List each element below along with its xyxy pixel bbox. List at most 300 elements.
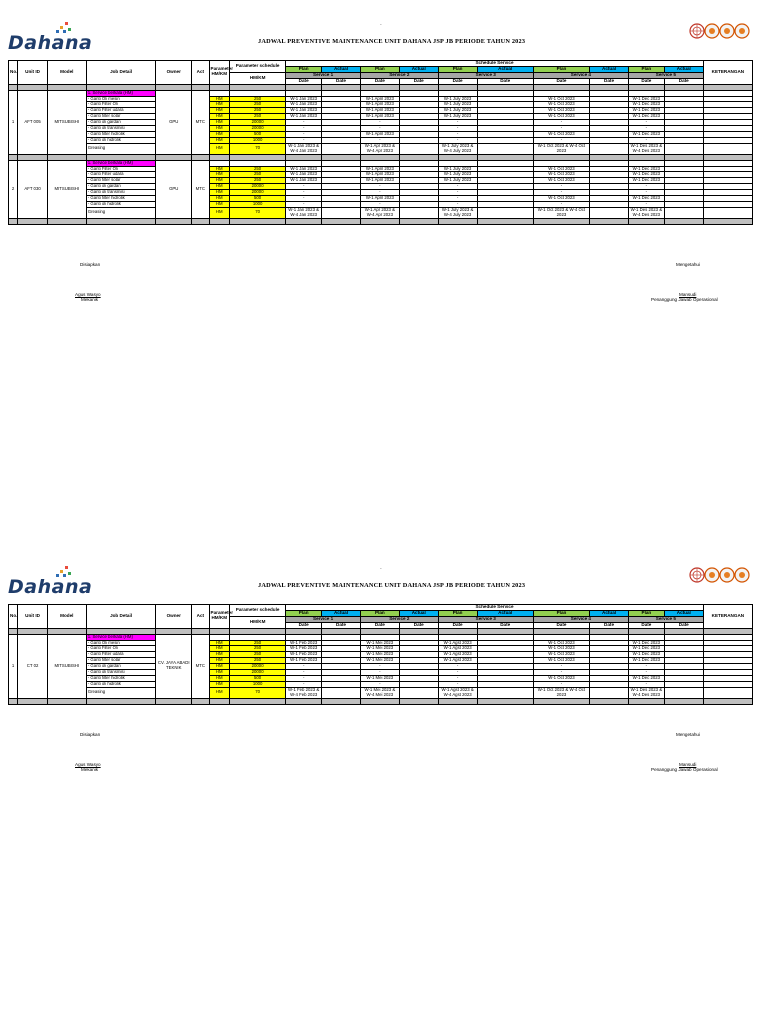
parameter-cell: HM [209,196,229,202]
unit-act: MTC [192,90,209,154]
date-header: Date [438,78,477,84]
keterangan-header: KETERANGAN [703,61,752,85]
logo-text: Dahana [8,576,93,598]
parameter-header: Parameter HM/KM [209,605,229,629]
plan-date: W-1 Dec 2023 [628,166,664,172]
plan-date: W-1 Feb 2023 [286,646,322,652]
plan-date: - [438,126,477,132]
parameter-cell: HM [209,640,229,646]
plan-date: W-1 Dec 2023 [628,131,664,137]
plan-date: - [438,120,477,126]
plan-date: - [628,201,664,207]
plan-date: W-1 Apr 2023 & W-4 Apr 2023 [360,143,399,154]
date-header: Date [477,78,533,84]
no-header: No. [9,61,18,85]
separator-cell [703,698,752,704]
plan-date: W-1 Oct 2023 [533,172,589,178]
dahana-logo [8,20,93,58]
actual-date [477,143,533,154]
job-detail: - Ganti oli hidrolik [86,201,156,207]
plan-header: Plan [438,66,477,72]
plan-date: W-1 Oct 2023 [533,640,589,646]
job-detail: - Ganti oli hidrolik [86,681,156,687]
plan-date: W-1 Oct 2023 [533,652,589,658]
schedule-page-1 [8,18,753,225]
actual-date [664,687,703,698]
hmkm-cell: 1000 [229,201,285,207]
parameter-cell: HM [209,681,229,687]
hmkm-cell: 1000 [229,137,285,143]
plan-header: Plan [628,66,664,72]
separator-cell [47,218,86,224]
separator-cell [533,218,589,224]
plan-date: W-1 Agst 2023 [438,658,477,664]
job-detail: - Ganti oli hidrolik [86,137,156,143]
plan-date: - [286,670,322,676]
plan-date: - [286,196,322,202]
actual-header: Actual [664,66,703,72]
parameter-cell: HM [209,646,229,652]
plan-date: W-1 Jan 2023 [286,108,322,114]
separator-cell [438,698,477,704]
actual-date [399,143,438,154]
date-header: Date [286,78,322,84]
prepared-label: Disiapkan [80,732,101,737]
job-detail: - Ganti Filter Oli [86,166,156,172]
plan-date: W-1 Oct 2023 & W-4 Oct 2023 [533,687,589,698]
plan-date: W-1 Des 2023 & W-4 Des 2023 [628,687,664,698]
service-header: Service 3 [438,72,533,78]
job-detail: - Ganti Filter udara [86,652,156,658]
date-header: Date [664,622,703,628]
document-title: JADWAL PREVENTIVE MAINTENANCE UNIT DAHANA JSP JB PERIODE TAHUN 2023 [258,38,526,45]
job-detail: - Ganti filter hidrolik [86,131,156,137]
job-detail: - Ganti oli gardan [86,664,156,670]
plan-date: W-1 July 2023 [438,102,477,108]
owner-header: Owner [156,61,192,85]
plan-date: - [286,126,322,132]
plan-date: W-1 Oct 2023 [533,114,589,120]
actual-date [590,143,629,154]
hmkm-header: HM/KM [229,72,285,84]
plan-date: - [360,190,399,196]
parameter-cell: HM [209,102,229,108]
plan-date: - [286,664,322,670]
plan-date: W-1 Des 2023 & W-4 Des 2023 [628,207,664,218]
parameter-cell: HM [209,201,229,207]
plan-date: W-1 Oct 2023 [533,196,589,202]
act-header: Act [192,605,209,629]
separator-cell [192,698,209,704]
actual-header: Actual [322,66,361,72]
hmkm-cell: 250 [229,646,285,652]
parameter-cell: HM [209,675,229,681]
plan-date: W-1 Oct 2023 [533,96,589,102]
service-header: Service 4 [533,72,628,78]
job-detail: - Ganti Filter Oli [86,646,156,652]
plan-header: Plan [438,610,477,616]
hmkm-cell: 250 [229,652,285,658]
separator-cell [9,698,18,704]
separator-cell [360,698,399,704]
schedule-service-header: Schedule Service [286,61,704,67]
plan-date: W-1 Oct 2023 [533,131,589,137]
plan-date: - [286,184,322,190]
page-header [8,18,753,60]
parameter-cell: HM [209,137,229,143]
plan-header: Plan [533,610,589,616]
plan-date: - [533,126,589,132]
unit-id: CT 02 [18,634,48,698]
plan-date: W-1 Jan 2023 [286,178,322,184]
plan-date: - [533,120,589,126]
separator-cell [628,218,664,224]
actual-header: Actual [477,66,533,72]
separator-cell [47,698,86,704]
separator-cell [590,218,629,224]
actual-header: Actual [477,610,533,616]
job-detail: - Ganti oli transmisi [86,190,156,196]
date-header: Date [322,622,361,628]
plan-date: - [286,137,322,143]
plan-date: W-1 Feb 2023 [286,652,322,658]
plan-date: W-1 Dec 2023 [628,178,664,184]
parameter-cell: HM [209,658,229,664]
plan-date: - [360,184,399,190]
plan-date: W-1 Jan 2023 & W-4 Jan 2023 [286,207,322,218]
act-header: Act [192,61,209,85]
plan-date: W-1 July 2023 [438,96,477,102]
plan-date: - [286,190,322,196]
plan-date: W-1 Agst 2023 [438,652,477,658]
parameter-cell: HM [209,131,229,137]
hmkm-cell: 500 [229,196,285,202]
keterangan-cell [703,143,752,154]
plan-date: W-1 Oct 2023 [533,675,589,681]
separator-cell [477,698,533,704]
unit-owner: GPU [156,90,192,154]
parameter-cell: HM [209,108,229,114]
plan-date: W-1 Apr 2023 & W-4 Apr 2023 [360,207,399,218]
plan-date: - [438,131,477,137]
parameter-schedule-header: Parameter schedule [229,61,285,73]
job-detail: Greasing [86,207,156,218]
separator-cell [664,698,703,704]
acknowledged-name: Mansudi [679,762,697,767]
actual-header: Actual [664,610,703,616]
hmkm-cell: 250 [229,172,285,178]
actual-date [322,687,361,698]
date-header: Date [322,78,361,84]
plan-date: W-1 Dec 2023 [628,102,664,108]
plan-date: W-1 Jan 2023 [286,166,322,172]
plan-date: - [533,190,589,196]
plan-date: W-1 Dec 2023 [628,114,664,120]
parameter-cell: HM [209,96,229,102]
actual-date [477,687,533,698]
service-group-label: 1. Service berkala (HM) [86,90,156,96]
acknowledged-label: Mengetahui [676,262,701,267]
hmkm-cell: 20000 [229,184,285,190]
plan-date: - [533,184,589,190]
actual-date [399,687,438,698]
separator-cell [286,698,322,704]
parameter-cell: HM [209,114,229,120]
plan-date: W-1 July 2023 & W-4 July 2023 [438,207,477,218]
service-header: Service 4 [533,616,628,622]
hmkm-cell: 70 [229,687,285,698]
actual-header: Actual [399,610,438,616]
plan-date: W-1 Jan 2023 [286,172,322,178]
schedule-table [8,60,753,225]
separator-cell [703,218,752,224]
hmkm-cell: 250 [229,640,285,646]
plan-date: W-1 July 2023 & W-4 July 2023 [438,143,477,154]
plan-date: W-1 Jan 2023 [286,102,322,108]
separator-cell [9,218,18,224]
plan-date: - [438,137,477,143]
separator-cell [86,218,156,224]
job-detail-header: Job Detail [86,61,156,85]
plan-date: W-1 April 2023 [360,178,399,184]
plan-date: - [533,681,589,687]
no-header: No. [9,605,18,629]
plan-date: W-1 Dec 2023 [628,640,664,646]
plan-date: W-1 Dec 2023 [628,652,664,658]
plan-date: W-1 Mei 2023 [360,658,399,664]
plan-date: W-1 Dec 2023 [628,675,664,681]
service-header: Service 2 [360,616,438,622]
prepared-name: Agus Wasyo [75,292,101,297]
separator-cell [209,698,229,704]
hmkm-header: HM/KM [229,616,285,628]
plan-date: - [628,670,664,676]
plan-date: W-1 Oct 2023 [533,178,589,184]
hmkm-cell: 20000 [229,120,285,126]
service-header: Service 1 [286,72,361,78]
hmkm-cell: 70 [229,143,285,154]
actual-header: Actual [590,66,629,72]
plan-date: W-1 Mei 2023 [360,646,399,652]
plan-date: - [628,184,664,190]
actual-date [399,207,438,218]
date-header: Date [286,622,322,628]
unit-model: MITSUBISHI [47,160,86,218]
plan-date: W-1 Jan 2023 [286,96,322,102]
plan-header: Plan [628,610,664,616]
actual-date [322,143,361,154]
parameter-cell: HM [209,143,229,154]
date-header: Date [533,78,589,84]
plan-date: - [286,681,322,687]
plan-date: W-1 Des 2023 & W-4 Des 2023 [628,143,664,154]
plan-date: W-1 Dec 2023 [628,658,664,664]
plan-date: W-1 July 2023 [438,172,477,178]
date-header: Date [399,78,438,84]
actual-date [477,207,533,218]
plan-date: W-1 Dec 2023 [628,172,664,178]
unit-number: 1 [9,90,18,154]
job-detail: Greasing [86,687,156,698]
date-header: Date [360,78,399,84]
plan-date: W-1 Jan 2023 & W-4 Jan 2023 [286,143,322,154]
separator-cell [360,218,399,224]
plan-date: W-1 April 2023 [360,96,399,102]
schedule-page-2 [8,562,753,705]
date-header: Date [360,622,399,628]
job-detail: Greasing [86,143,156,154]
plan-date: - [438,201,477,207]
actual-date [590,687,629,698]
plan-date: W-1 April 2023 [360,114,399,120]
separator-cell [590,698,629,704]
prepared-label: Disiapkan [80,262,101,267]
parameter-header: Parameter HM/KM [209,61,229,85]
hmkm-cell: 20000 [229,664,285,670]
plan-date: W-1 July 2023 [438,108,477,114]
unit-number: 1 [9,634,18,698]
job-detail: - Ganti filter solar [86,114,156,120]
date-header: Date [590,78,629,84]
job-detail-header: Job Detail [86,605,156,629]
job-detail: - Ganti oli gardan [86,184,156,190]
plan-date: W-1 Oct 2023 & W-4 Oct 2023 [533,143,589,154]
plan-date: W-1 July 2023 [438,166,477,172]
hmkm-cell: 20000 [229,670,285,676]
service-group-label: 1. Service berkala (HM) [86,160,156,166]
plan-date: W-1 Dec 2023 [628,108,664,114]
parameter-cell: HM [209,166,229,172]
parameter-cell: HM [209,687,229,698]
model-header: Model [47,61,86,85]
unit-id-header: Unit ID [18,605,48,629]
hmkm-cell: 500 [229,131,285,137]
plan-date: - [628,120,664,126]
hmkm-cell: 250 [229,108,285,114]
plan-date: - [438,670,477,676]
plan-date: W-1 Oct 2023 [533,166,589,172]
separator-cell [156,698,192,704]
separator-cell [229,218,285,224]
date-header: Date [399,622,438,628]
separator-cell [664,218,703,224]
plan-date: - [286,675,322,681]
plan-date: W-1 July 2023 [438,114,477,120]
plan-header: Plan [360,610,399,616]
plan-date: W-1 Oct 2023 [533,102,589,108]
plan-date: W-1 April 2023 [360,131,399,137]
table-row [9,207,753,218]
owner-header: Owner [156,605,192,629]
plan-date: W-1 April 2023 [360,108,399,114]
plan-header: Plan [533,66,589,72]
unit-model: MITSUBISHI [47,90,86,154]
plan-date: - [360,126,399,132]
plan-date: W-1 Jan 2023 [286,114,322,120]
acknowledged-label: Mengetahui [676,732,701,737]
table-row [9,143,753,154]
plan-date: W-1 Agst 2023 [438,646,477,652]
hmkm-cell: 250 [229,114,285,120]
plan-date: - [533,670,589,676]
plan-date: W-1 Mei 2023 & W-4 Mei 2023 [360,687,399,698]
plan-date: W-1 Dec 2023 [628,196,664,202]
plan-date: W-1 April 2023 [360,172,399,178]
acknowledged-role: Penanggung Jawab Operasional [651,767,718,772]
separator-cell [399,698,438,704]
job-detail: - Ganti Filter Oli [86,102,156,108]
hmkm-cell: 20000 [229,126,285,132]
hmkm-cell: 250 [229,658,285,664]
plan-date: W-1 Mei 2023 [360,640,399,646]
plan-date: W-1 Mei 2023 [360,675,399,681]
job-detail: - Ganti oli transmisi [86,670,156,676]
job-detail: - Ganti Filter udara [86,172,156,178]
separator-cell [477,218,533,224]
parameter-cell: HM [209,172,229,178]
separator-cell [322,698,361,704]
separator-cell [18,218,48,224]
plan-date: - [360,201,399,207]
header-rule [8,60,753,61]
actual-date [664,143,703,154]
separator-cell [18,698,48,704]
hmkm-cell: 1000 [229,681,285,687]
service-header: Service 5 [628,72,703,78]
keterangan-cell [703,207,752,218]
date-header: Date [628,622,664,628]
unit-owner: GPU [156,160,192,218]
plan-date: W-1 Mei 2023 [360,652,399,658]
keterangan-cell [703,687,752,698]
plan-date: - [628,681,664,687]
logo-text: Dahana [8,32,93,54]
parameter-cell: HM [209,178,229,184]
actual-header: Actual [322,610,361,616]
unit-act: MTC [192,160,209,218]
schedule-table [8,604,753,705]
job-detail: - Ganti filter hidrolik [86,196,156,202]
certification-logos-icon [689,23,751,39]
hmkm-cell: 250 [229,96,285,102]
document-title: JADWAL PREVENTIVE MAINTENANCE UNIT DAHANA JSP JB PERIODE TAHUN 2023 [258,582,526,589]
date-header: Date [590,622,629,628]
plan-date: - [360,670,399,676]
plan-date: - [533,664,589,670]
separator-cell [86,698,156,704]
model-header: Model [47,605,86,629]
date-header: Date [438,622,477,628]
plan-date: - [628,664,664,670]
unit-id: AFT 005 [18,90,48,154]
plan-date: W-1 Feb 2023 [286,658,322,664]
plan-date: - [438,675,477,681]
plan-date: W-1 Feb 2023 & W-4 Feb 2023 [286,687,322,698]
plan-date: - [533,137,589,143]
separator-cell [628,698,664,704]
plan-date: - [286,131,322,137]
prepared-role: Mekanik [81,297,99,302]
hmkm-cell: 250 [229,178,285,184]
job-detail: - Ganti filter solar [86,658,156,664]
actual-date [322,207,361,218]
hmkm-cell: 20000 [229,190,285,196]
plan-date: W-1 Agst 2023 & W-4 Agst 2023 [438,687,477,698]
hmkm-cell: 500 [229,675,285,681]
plan-date: W-1 Dec 2023 [628,96,664,102]
job-detail: - Ganti Oli mesin [86,640,156,646]
plan-date: W-1 Oct 2023 & W-4 Oct 2023 [533,207,589,218]
